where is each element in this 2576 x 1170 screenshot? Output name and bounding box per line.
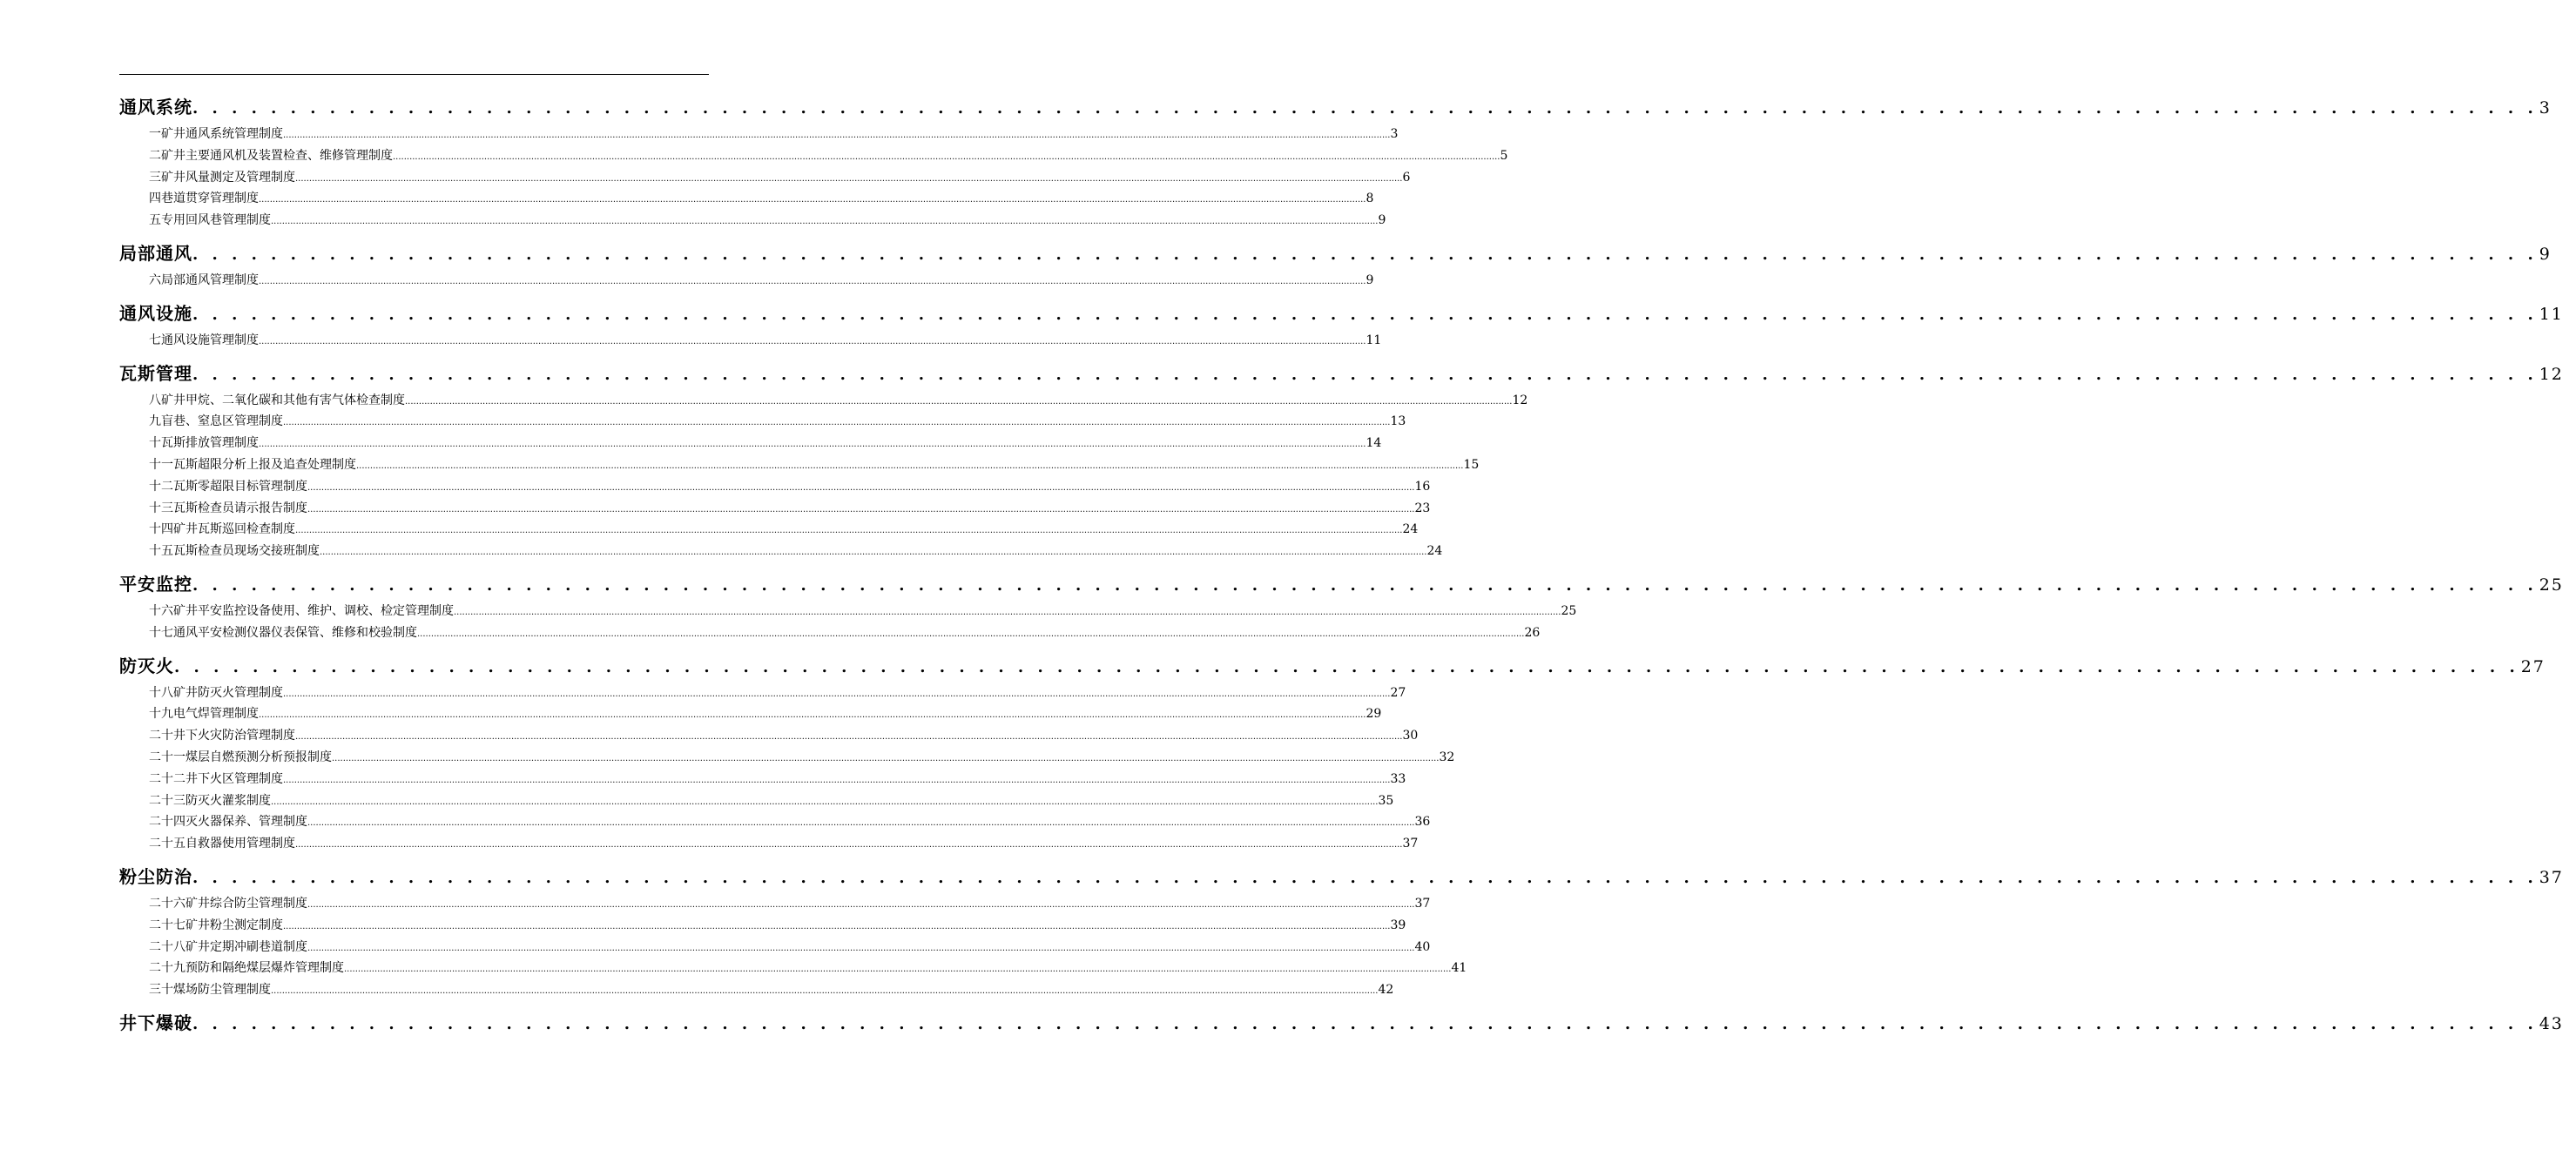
entry-page-number: 16 (1414, 479, 1431, 494)
toc-entry[interactable] (119, 893, 1431, 915)
entry-title: 通风平安检测仪器仪表保管、维修和校验制度 (173, 625, 417, 640)
entry-title: 矿井综合防尘管理制度 (185, 896, 307, 911)
toc-entry[interactable] (119, 747, 1455, 769)
dot-leader: ................................................................................................................................................................................................................................................................................................................................................................................................................ (356, 461, 1464, 471)
entry-page-number: 6 (1402, 170, 1411, 185)
dot-leader: ................................................................................................................................................................................................................................................................................................................................................................................................................ (320, 548, 1427, 558)
dot-leader: ................................................................................................................................................................................................................................................................................................................................................................................................................ (454, 607, 1561, 617)
entry-page-number: 8 (1366, 192, 1374, 206)
entry-title: 巷道贯穿管理制度 (161, 192, 259, 206)
toc-entry-list (119, 893, 1467, 1001)
entry-page-number: 41 (1451, 961, 1467, 976)
entry-title: 预防和隔绝煤层爆炸管理制度 (185, 961, 344, 976)
dot-leader: . . . . . . . . . . . . . . . . . . . . . . . . . . . . . . . . . . . . . . . . . . . . . . . . . . . . . . . . . . . . . . . . . . . . . . . . . . . . . . . . . . . . . . . . . . . . . . . . . . . . . . . . . . . . . . . . . . . . . . . . (174, 657, 2519, 676)
entry-page-number: 33 (1390, 771, 1406, 786)
entry-number: 二十九 (149, 961, 185, 976)
toc-entry[interactable] (119, 622, 1541, 644)
toc-section-heading[interactable] (119, 357, 2564, 390)
toc-section (119, 91, 2552, 232)
entry-number: 八 (149, 393, 161, 407)
entry-title: 灭火器保养、管理制度 (185, 815, 307, 830)
toc-section (119, 568, 2564, 644)
entry-title: 瓦斯检查员请示报告制度 (173, 501, 307, 515)
entry-number: 五 (149, 213, 161, 228)
section-title: 防灭火 (119, 655, 174, 676)
entry-title: 电气焊管理制度 (173, 707, 259, 722)
entry-number: 十八 (149, 685, 173, 700)
entry-title: 瓦斯排放管理制度 (161, 436, 259, 451)
dot-leader: . . . . . . . . . . . . . . . . . . . . . . . . . . . . . . . . . . . . . . . . . . . . . . . . . . . . . . . . . . . . . . . . . . . . . . . . . . . . . . . . . . . . . . . . . . . . . . . . . . . . . . . . . . . . . . . . . . . . . . . . (192, 1014, 2538, 1033)
section-title: 平安监控 (119, 573, 192, 595)
dot-leader: ................................................................................................................................................................................................................................................................................................................................................................................................................ (283, 131, 1391, 140)
entry-title: 局部通风管理制度 (161, 272, 259, 287)
entry-title: 矿井甲烷、二氧化碳和其他有害气体检查制度 (161, 393, 405, 407)
entry-number: 二十二 (149, 771, 185, 786)
toc-section (119, 357, 2564, 562)
toc-entry-list (119, 330, 1382, 352)
entry-page-number: 11 (1366, 333, 1382, 347)
entry-number: 十 (149, 436, 161, 451)
dot-leader: . . . . . . . . . . . . . . . . . . . . . . . . . . . . . . . . . . . . . . . . . . . . . . . . . . . . . . . . . . . . . . . . . . . . . . . . . . . . . . . . . . . . . . . . . . . . . . . . . . . . . . . . . . . . . . . . . . . . . . . . (192, 305, 2538, 324)
toc-section-heading[interactable] (119, 297, 2564, 330)
section-title: 通风设施 (119, 302, 192, 324)
toc-entry[interactable] (119, 210, 1386, 232)
entry-page-number: 37 (1414, 896, 1431, 911)
entry-title: 专用回风巷管理制度 (161, 213, 271, 228)
dot-leader: . . . . . . . . . . . . . . . . . . . . . . . . . . . . . . . . . . . . . . . . . . . . . . . . . . . . . . . . . . . . . . . . . . . . . . . . . . . . . . . . . . . . . . . . . . . . . . . . . . . . . . . . . . . . . . . . . . . . . . . . (192, 365, 2538, 384)
entry-number: 三 (149, 170, 161, 185)
dot-leader: ................................................................................................................................................................................................................................................................................................................................................................................................................ (259, 336, 1366, 346)
entry-page-number: 14 (1366, 436, 1382, 451)
section-page-number: 37 (2539, 867, 2564, 887)
dot-leader: ................................................................................................................................................................................................................................................................................................................................................................................................................ (332, 753, 1440, 763)
entry-title: 矿井风量测定及管理制度 (161, 170, 295, 185)
entry-title: 矿井平安监控设备使用、维护、调校、检定管理制度 (173, 603, 454, 618)
toc-entry[interactable] (119, 188, 1374, 210)
toc-entry-list (119, 270, 1374, 292)
entry-number: 二十六 (149, 896, 185, 911)
toc-entry-list (119, 390, 1528, 562)
dot-leader: ................................................................................................................................................................................................................................................................................................................................................................................................................ (259, 710, 1366, 721)
entry-page-number: 29 (1366, 707, 1382, 722)
entry-title: 瓦斯零超限目标管理制度 (173, 479, 307, 494)
dot-leader: ................................................................................................................................................................................................................................................................................................................................................................................................................ (417, 629, 1525, 639)
entry-title: 瓦斯超限分析上报及追查处理制度 (173, 457, 356, 472)
toc-entry[interactable] (119, 811, 1431, 833)
entry-number: 十六 (149, 603, 173, 618)
entry-number: 十七 (149, 625, 173, 640)
dot-leader: ................................................................................................................................................................................................................................................................................................................................................................................................................ (307, 899, 1415, 910)
dot-leader: . . . . . . . . . . . . . . . . . . . . . . . . . . . . . . . . . . . . . . . . . . . . . . . . . . . . . . . . . . . . . . . . . . . . . . . . . . . . . . . . . . . . . . . . . . . . . . . . . . . . . . . . . . . . . . . . . . . . . . . . (192, 99, 2538, 118)
toc-section-heading[interactable] (119, 237, 2552, 270)
dot-leader: . . . . . . . . . . . . . . . . . . . . . . . . . . . . . . . . . . . . . . . . . . . . . . . . . . . . . . . . . . . . . . . . . . . . . . . . . . . . . . . . . . . . . . . . . . . . . . . . . . . . . . . . . . . . . . . . . . . . . . . . (192, 575, 2538, 595)
dot-leader: ................................................................................................................................................................................................................................................................................................................................................................................................................ (271, 217, 1379, 227)
entry-page-number: 36 (1414, 815, 1431, 830)
entry-page-number: 30 (1402, 729, 1419, 743)
dot-leader: ................................................................................................................................................................................................................................................................................................................................................................................................................ (405, 396, 1513, 407)
entry-page-number: 9 (1378, 213, 1386, 228)
entry-number: 四 (149, 192, 161, 206)
toc-entry-list (119, 601, 1577, 644)
entry-title: 自救器使用管理制度 (185, 837, 295, 851)
toc-section-heading[interactable] (119, 649, 2546, 682)
dot-leader: ................................................................................................................................................................................................................................................................................................................................................................................................................ (344, 965, 1452, 975)
entry-number: 十九 (149, 707, 173, 722)
toc-entry[interactable] (119, 601, 1577, 622)
dot-leader: ................................................................................................................................................................................................................................................................................................................................................................................................................ (307, 504, 1415, 514)
toc-entry[interactable] (119, 330, 1382, 352)
entry-title: 矿井定期冲刷巷道制度 (185, 939, 307, 954)
toc-entry[interactable] (119, 541, 1443, 562)
section-title: 通风系统 (119, 97, 192, 118)
entry-number: 二 (149, 148, 161, 163)
entry-title: 瓦斯检查员现场交接班制度 (173, 544, 320, 559)
toc-section-heading[interactable] (119, 568, 2564, 601)
toc-section-heading[interactable] (119, 1006, 2564, 1039)
section-title: 粉尘防治 (119, 865, 192, 887)
entry-title: 盲巷、窒息区管理制度 (161, 414, 283, 429)
toc-entry[interactable] (119, 958, 1467, 979)
entry-number: 二十三 (149, 793, 185, 808)
toc-entry[interactable] (119, 915, 1406, 937)
dot-leader: ................................................................................................................................................................................................................................................................................................................................................................................................................ (259, 195, 1366, 205)
entry-page-number: 24 (1426, 544, 1443, 559)
entry-title: 井下火灾防治管理制度 (173, 729, 295, 743)
section-title: 井下爆破 (119, 1012, 192, 1033)
toc-section (119, 297, 2564, 352)
entry-number: 六 (149, 272, 161, 287)
entry-number: 十一 (149, 457, 173, 472)
dot-leader: . . . . . . . . . . . . . . . . . . . . . . . . . . . . . . . . . . . . . . . . . . . . . . . . . . . . . . . . . . . . . . . . . . . . . . . . . . . . . . . . . . . . . . . . . . . . . . . . . . . . . . . . . . . . . . . . . . . . . . . . (192, 245, 2538, 264)
toc-entry[interactable] (119, 769, 1406, 790)
toc-entry[interactable] (119, 937, 1431, 958)
entry-page-number: 32 (1439, 750, 1455, 764)
dot-leader: ................................................................................................................................................................................................................................................................................................................................................................................................................ (259, 440, 1366, 450)
toc-entry[interactable] (119, 790, 1394, 812)
dot-leader: ................................................................................................................................................................................................................................................................................................................................................................................................................ (271, 797, 1379, 807)
entry-number: 九 (149, 414, 161, 429)
toc-entry[interactable] (119, 833, 1419, 855)
entry-title: 矿井粉尘测定制度 (185, 918, 283, 932)
toc-entry[interactable] (119, 145, 1508, 167)
entry-page-number: 37 (1402, 837, 1419, 851)
entry-page-number: 13 (1390, 414, 1406, 429)
dot-leader: ................................................................................................................................................................................................................................................................................................................................................................................................................ (259, 276, 1366, 286)
entry-page-number: 25 (1561, 603, 1577, 618)
toc-entry[interactable] (119, 433, 1382, 454)
entry-number: 二十八 (149, 939, 185, 954)
entry-page-number: 12 (1512, 393, 1528, 407)
entry-number: 二十一 (149, 750, 185, 764)
section-title: 局部通风 (119, 242, 192, 264)
dot-leader: ................................................................................................................................................................................................................................................................................................................................................................................................................ (283, 418, 1391, 428)
entry-page-number: 5 (1500, 148, 1508, 163)
toc-entry[interactable] (119, 124, 1399, 145)
entry-title: 矿井防灭火管理制度 (173, 685, 283, 700)
toc-section (119, 649, 2546, 855)
dot-leader: ................................................................................................................................................................................................................................................................................................................................................................................................................ (271, 986, 1379, 997)
toc-entry[interactable] (119, 454, 1480, 476)
section-page-number: 11 (2539, 304, 2564, 324)
entry-number: 十五 (149, 544, 173, 559)
entry-title: 矿井主要通风机及装置检查、维修管理制度 (161, 148, 393, 163)
dot-leader: ................................................................................................................................................................................................................................................................................................................................................................................................................ (307, 482, 1415, 493)
toc-entry[interactable] (119, 411, 1406, 433)
entry-number: 二十五 (149, 837, 185, 851)
entry-number: 十四 (149, 522, 173, 537)
dot-leader: ................................................................................................................................................................................................................................................................................................................................................................................................................ (307, 943, 1415, 953)
entry-number: 十二 (149, 479, 173, 494)
entry-page-number: 24 (1402, 522, 1419, 537)
entry-page-number: 39 (1390, 918, 1406, 932)
toc-entry[interactable] (119, 725, 1419, 747)
entry-number: 十三 (149, 501, 173, 515)
section-page-number: 43 (2539, 1013, 2564, 1033)
entry-title: 井下火区管理制度 (185, 771, 283, 786)
entry-number: 三十 (149, 983, 173, 998)
header-rule (119, 74, 709, 75)
entry-page-number: 27 (1390, 685, 1406, 700)
toc-section (119, 237, 2552, 292)
toc-entry[interactable] (119, 498, 1431, 520)
dot-leader: ................................................................................................................................................................................................................................................................................................................................................................................................................ (295, 526, 1403, 536)
entry-number: 七 (149, 333, 161, 347)
section-page-number: 27 (2520, 656, 2546, 676)
dot-leader: ................................................................................................................................................................................................................................................................................................................................................................................................................ (283, 921, 1391, 931)
entry-page-number: 15 (1463, 457, 1480, 472)
toc-section-heading[interactable] (119, 860, 2564, 893)
entry-page-number: 35 (1378, 793, 1394, 808)
toc-entry-list (119, 124, 1508, 232)
toc-entry[interactable] (119, 519, 1419, 541)
toc-entry[interactable] (119, 476, 1431, 498)
dot-leader: ................................................................................................................................................................................................................................................................................................................................................................................................................ (393, 151, 1500, 162)
toc-entry[interactable] (119, 390, 1528, 412)
entry-page-number: 26 (1524, 625, 1541, 640)
section-page-number: 25 (2539, 575, 2564, 595)
entry-page-number: 9 (1366, 272, 1374, 287)
toc-section (119, 860, 2564, 1001)
entry-page-number: 42 (1378, 983, 1394, 998)
toc-section-heading[interactable] (119, 91, 2552, 124)
entry-number: 二十四 (149, 815, 185, 830)
entry-title: 通风设施管理制度 (161, 333, 259, 347)
entry-page-number: 3 (1390, 127, 1399, 141)
dot-leader: . . . . . . . . . . . . . . . . . . . . . . . . . . . . . . . . . . . . . . . . . . . . . . . . . . . . . . . . . . . . . . . . . . . . . . . . . . . . . . . . . . . . . . . . . . . . . . . . . . . . . . . . . . . . . . . . . . . . . . . . (192, 868, 2538, 887)
entry-number: 一 (149, 127, 161, 141)
toc-entry[interactable] (119, 270, 1374, 292)
dot-leader: ................................................................................................................................................................................................................................................................................................................................................................................................................ (295, 173, 1403, 184)
dot-leader: ................................................................................................................................................................................................................................................................................................................................................................................................................ (295, 732, 1403, 743)
section-page-number: 3 (2539, 98, 2552, 118)
entry-title: 防灭火灌浆制度 (185, 793, 271, 808)
toc-section (119, 1006, 2564, 1039)
section-page-number: 9 (2539, 244, 2552, 264)
toc-entry[interactable] (119, 682, 1406, 704)
toc-entry[interactable] (119, 703, 1382, 725)
entry-page-number: 40 (1414, 939, 1431, 954)
section-title: 瓦斯管理 (119, 362, 192, 384)
entry-title: 矿井瓦斯巡回检查制度 (173, 522, 295, 537)
entry-title: 煤层自燃预测分析预报制度 (185, 750, 332, 764)
section-page-number: 12 (2539, 364, 2564, 384)
entry-title: 煤场防尘管理制度 (173, 983, 271, 998)
dot-leader: ................................................................................................................................................................................................................................................................................................................................................................................................................ (307, 818, 1415, 829)
dot-leader: ................................................................................................................................................................................................................................................................................................................................................................................................................ (283, 689, 1391, 699)
dot-leader: ................................................................................................................................................................................................................................................................................................................................................................................................................ (283, 775, 1391, 785)
toc-entry[interactable] (119, 979, 1394, 1001)
entry-number: 二十 (149, 729, 173, 743)
toc-entry-list (119, 682, 1455, 855)
entry-number: 二十七 (149, 918, 185, 932)
dot-leader: ................................................................................................................................................................................................................................................................................................................................................................................................................ (295, 840, 1403, 851)
entry-page-number: 23 (1414, 501, 1431, 515)
toc-entry[interactable] (119, 167, 1411, 189)
table-of-contents (119, 91, 2564, 1039)
entry-title: 矿井通风系统管理制度 (161, 127, 283, 141)
